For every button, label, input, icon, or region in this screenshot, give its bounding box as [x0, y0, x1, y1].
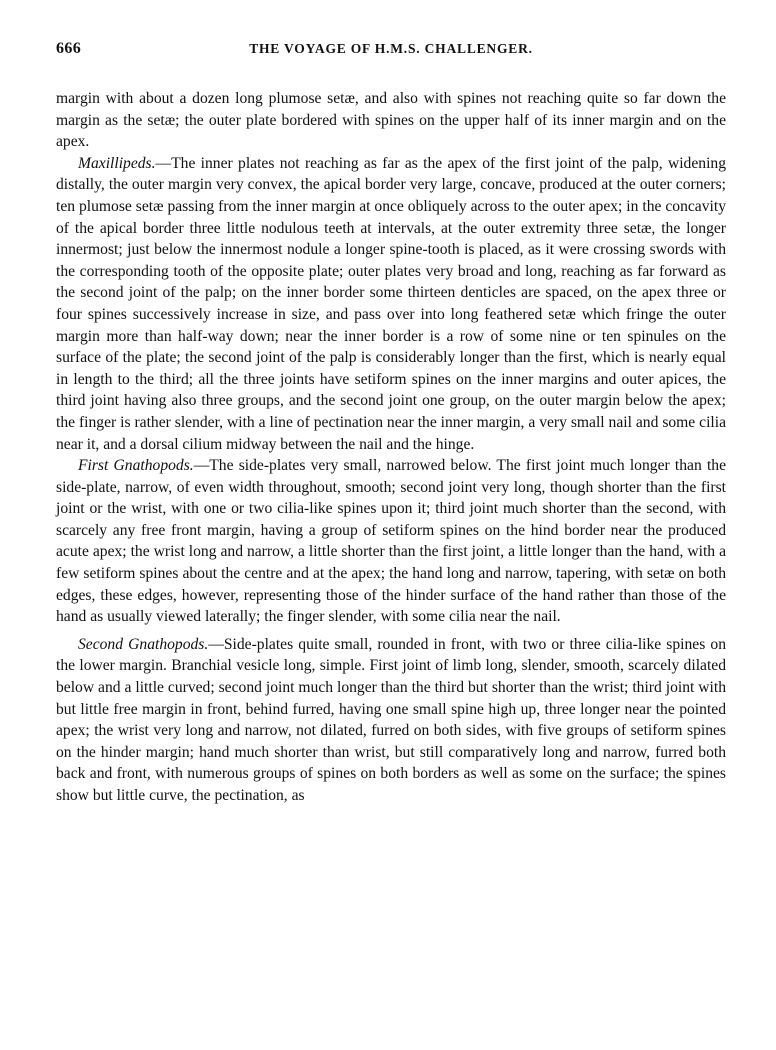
page — [56, 40, 726, 807]
paragraph-text: margin with about a dozen long plumose setæ, and also with spines not reaching quite so far down the margin as the setæ; the outer plate bordered with spines on the upper half of its inner margin and on the apex. — [56, 90, 726, 151]
paragraph-maxillipeds — [56, 153, 726, 455]
paragraph-text: —The side-plates very small, narrowed below. The first joint much longer than the side-plate, narrow, of even width throughout, smooth; second joint very long, though shorter than the first joint or the wrist, with one or two cilia-like spines upon it; third joint much shorter than the second, with scarcely any free front margin, having a group of setiform spines on the hind border near the produced acute apex; the wrist long and narrow, a little shorter than the first joint, a little longer than the hand, with a few setiform spines about the centre and at the apex; the hand long and narrow, tapering, with setæ on both edges, these edges, however, representing those of the hinder surface of the hand rather than those of the hand as usually viewed laterally; the finger slender, with some cilia near the nail. — [56, 457, 726, 626]
running-title: THE VOYAGE OF H.M.S. CHALLENGER. — [249, 41, 533, 56]
paragraph-first-gnathopods — [56, 455, 726, 628]
running-head — [56, 40, 726, 66]
page-number: 666 — [56, 40, 82, 57]
paragraph-heading: Maxillipeds. — [78, 154, 156, 172]
paragraph-continuation — [56, 88, 726, 153]
paragraph-text: —Side-plates quite small, rounded in front, with two or three cilia-like spines on the lower margin. Branchial vesicle long, simple. First joint of limb long, slender, smooth, scarcely dilated below and a little curved; second joint much longer than the third but shorter than the wrist; third joint with but little free margin in front, behind furred, having one small spine high up, three longer near the pointed apex; the wrist very long and narrow, not dilated, furred on both sides, with five groups of setiform spines on the hinder margin; hand much shorter than wrist, but still comparatively long and narrow, furred both back and front, with numerous groups of spines on both borders as well as some on the surface; the spines show but little curve, the pectination, as — [56, 635, 726, 804]
paragraph-text: —The inner plates not reaching as far as the apex of the first joint of the palp, widening distally, the outer margin very convex, the apical border very large, concave, produced at the outer corners; ten plumose setæ passing from the inner margin at once obliquely across to the outer apex; in the concavity of the apical border three little nodulous teeth at intervals, at the outer extremity three setæ, the longer innermost; just below the innermost nodule a longer spine-tooth is placed, as it were crossing swords with the corresponding tooth of the opposite plate; outer plates very broad and long, reaching as far forward as the second joint of the palp; on the inner border some thirteen denticles are spaced, on the apex three or four spines successively increase in size, and pass over into long feathered setæ which fringe the outer margin more than half-way down; near the inner border is a row of some nine or ten spinules on the surface of the plate; the second joint of the palp is considerably longer than the first, which is nearly equal in length to the third; all the three joints have setiform spines on the inner margins and outer apices, the third joint having also three groups, and the second joint one group, on the outer margin below the apex; the finger is rather slender, with a line of pectination near the inner margin, a very small nail and some cilia near it, and a dorsal cilium midway between the nail and the hinge. — [56, 154, 726, 453]
paragraph-heading: First Gnathopods. — [78, 457, 194, 475]
paragraph-heading: Second Gnathopods. — [78, 635, 209, 653]
paragraph-second-gnathopods — [56, 634, 726, 807]
body-text — [56, 88, 726, 807]
